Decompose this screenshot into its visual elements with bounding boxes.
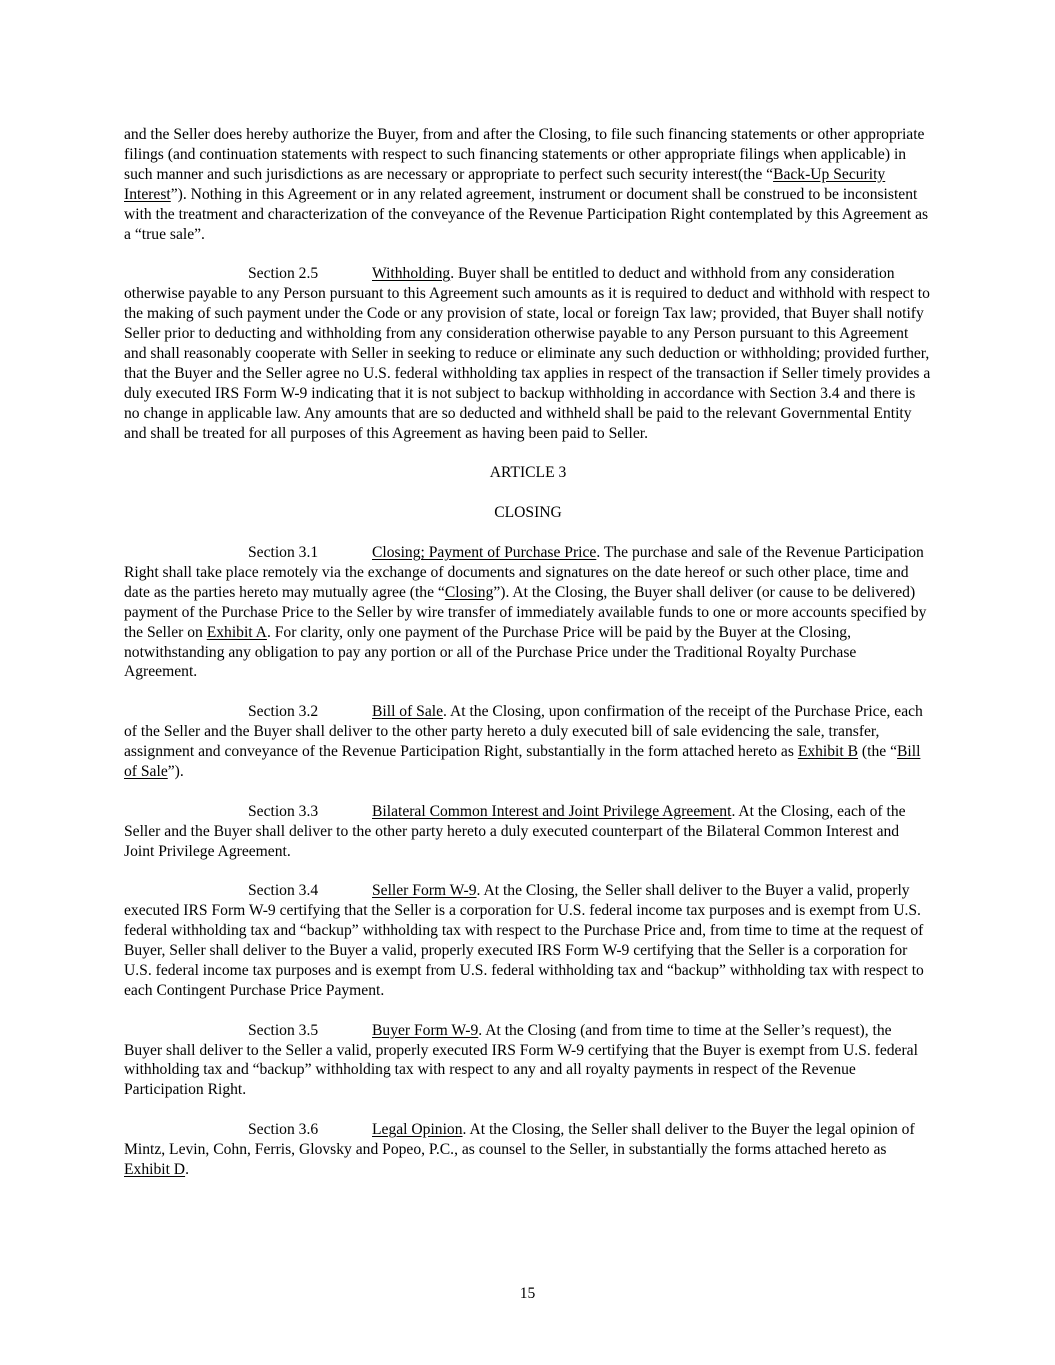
intro-text: and the Seller does hereby authorize the Buyer, from and after the Closing, to file such financing statements or other appropriate filings (and continuation statements with respect to such financing statements or other appropriate filings when applicable) in such manner and such jurisdictions as are necessary or appropriate to perfect such security interest(the “ bbox=[124, 126, 925, 183]
section-text-end: . For clarity, only one payment of the Purchase Price will be paid by the Buyer at the Closing, notwithstanding any obligation to pay any portion or all of the Purchase Price under the Traditional Royalty Purchase Agreement. bbox=[124, 623, 857, 681]
section-title: Legal Opinion bbox=[372, 1121, 463, 1139]
section-number: Section 3.1 bbox=[248, 543, 319, 561]
section-number: Section 3.5 bbox=[248, 1021, 319, 1039]
article-title: CLOSING bbox=[494, 504, 562, 522]
section-title: Withholding bbox=[372, 265, 451, 283]
section-text-end: ”). bbox=[167, 762, 184, 780]
section-text: . At the Closing, the Seller shall deliver to the Buyer the legal opinion of Mintz, Levin, Cohn, Ferris, Glovsky and Popeo, P.C., as counsel to the Seller, in substantially the forms attached hereto as bbox=[124, 1121, 915, 1159]
section-3-1 bbox=[124, 543, 932, 682]
section-text: . The purchase and sale of the Revenue Participation Right shall take place remotely via the exchange of documents and signatures on the date hereof or such other place, time and date as the parties hereto may mutually agree (the “ bbox=[124, 543, 924, 601]
section-number: Section 3.6 bbox=[248, 1121, 319, 1139]
section-title: Seller Form W-9 bbox=[372, 882, 477, 900]
section-text: . At the Closing, the Seller shall deliver to the Buyer a valid, properly executed IRS Form W-9 certifying that the Seller is a corporation for U.S. federal income tax purposes and is exempt from U.S. federal withholding tax and “backup” withholding tax with respect to the Purchase Price and, from time to time at the request of Buyer, Seller shall deliver to the Buyer a valid, properly executed IRS Form W-9 certifying that the Seller is a corporation for U.S. federal income tax purposes and is exempt from U.S. federal withholding tax and “backup” withholding tax with respect to each Contingent Purchase Price Payment. bbox=[124, 882, 924, 999]
section-text-cont: (the “ bbox=[858, 743, 897, 761]
intro-paragraph bbox=[124, 125, 932, 244]
section-text: . At the Closing (and from time to time at the Seller’s request), the Buyer shall deliver to the Seller a valid, properly executed IRS Form W-9 certifying that the Buyer is exempt from U.S. federal withholding tax and “backup” withholding tax with respect to any and all royalty payments in respect of the Revenue Participation Right. bbox=[124, 1021, 918, 1099]
section-text: . At the Closing, upon confirmation of the receipt of the Purchase Price, each of the Seller and the Buyer shall deliver to the other party hereto a duly executed bill of sale evidencing the sale, transfer, assignment and conveyance of the Revenue Participation Right, substantially in the form attached hereto as bbox=[124, 703, 923, 761]
defined-term-backup-security-interest: Back-Up Security Interest bbox=[124, 165, 886, 203]
defined-term-closing: Closing bbox=[444, 583, 494, 601]
section-text-end: . bbox=[185, 1160, 189, 1178]
section-2-5 bbox=[124, 264, 932, 443]
section-title: Bill of Sale bbox=[372, 703, 444, 721]
section-text: . Buyer shall be entitled to deduct and withhold from any consideration otherwise payable to any Person pursuant to this Agreement such amounts as it is required to deduct and withhold with respect to the making of such payment under the Code or any provision of state, local or foreign Tax law; provided, that Buyer shall notify Seller prior to deducting and withholding from any consideration otherwise payable to any Person pursuant to this Agreement and shall reasonably cooperate with Seller in seeking to reduce or eliminate any such deduction or withholding; provided further, that the Buyer and the Seller agree no U.S. federal withholding tax applies in respect of the transaction if Seller timely provides a duly executed IRS Form W-9 indicating that it is not subject to backup withholding in accordance with Section 3.4 and there is no change in applicable law. Any amounts that are so deducted and withheld shall be paid to the relevant Governmental Entity and shall be treated for all purposes of this Agreement as having been paid to Seller. bbox=[124, 265, 931, 442]
section-3-6 bbox=[124, 1120, 932, 1180]
defined-term-bill-of-sale: Bill of Sale bbox=[124, 743, 921, 780]
intro-text-cont: ”). Nothing in this Agreement or in any related agreement, instrument or document shall be construed to be inconsistent with the treatment and characterization of the conveyance of the Revenue Participation Right contemplated by this Agreement as a “true sale”. bbox=[124, 185, 929, 243]
section-number: Section 3.3 bbox=[248, 802, 319, 820]
section-number: Section 3.2 bbox=[248, 703, 319, 721]
section-text: . At the Closing, each of the Seller and the Buyer shall deliver to the other party hereto a duly executed counterpart of the Bilateral Common Interest and Joint Privilege Agreement. bbox=[124, 802, 906, 860]
section-number: Section 3.4 bbox=[248, 882, 319, 900]
exhibit-d-reference: Exhibit D bbox=[124, 1160, 186, 1178]
section-title: Bilateral Common Interest and Joint Privilege Agreement bbox=[372, 802, 732, 820]
document-body bbox=[124, 125, 932, 1200]
section-text-cont: ”). At the Closing, the Buyer shall deliver (or cause to be delivered) payment of the Purchase Price to the Seller by wire transfer of immediately available funds to one or more accounts specified by the Seller on bbox=[124, 583, 927, 641]
section-3-4 bbox=[124, 881, 932, 1000]
exhibit-a-reference: Exhibit A bbox=[206, 623, 267, 641]
section-3-2 bbox=[124, 702, 932, 782]
article-number: ARTICLE 3 bbox=[489, 464, 567, 482]
exhibit-b-reference: Exhibit B bbox=[797, 743, 859, 761]
page-number: 15 bbox=[519, 1285, 536, 1302]
section-3-3 bbox=[124, 802, 932, 862]
section-3-5 bbox=[124, 1021, 932, 1101]
section-title: Buyer Form W-9 bbox=[372, 1021, 479, 1039]
section-title: Closing; Payment of Purchase Price bbox=[372, 543, 597, 561]
section-number: Section 2.5 bbox=[248, 265, 319, 283]
